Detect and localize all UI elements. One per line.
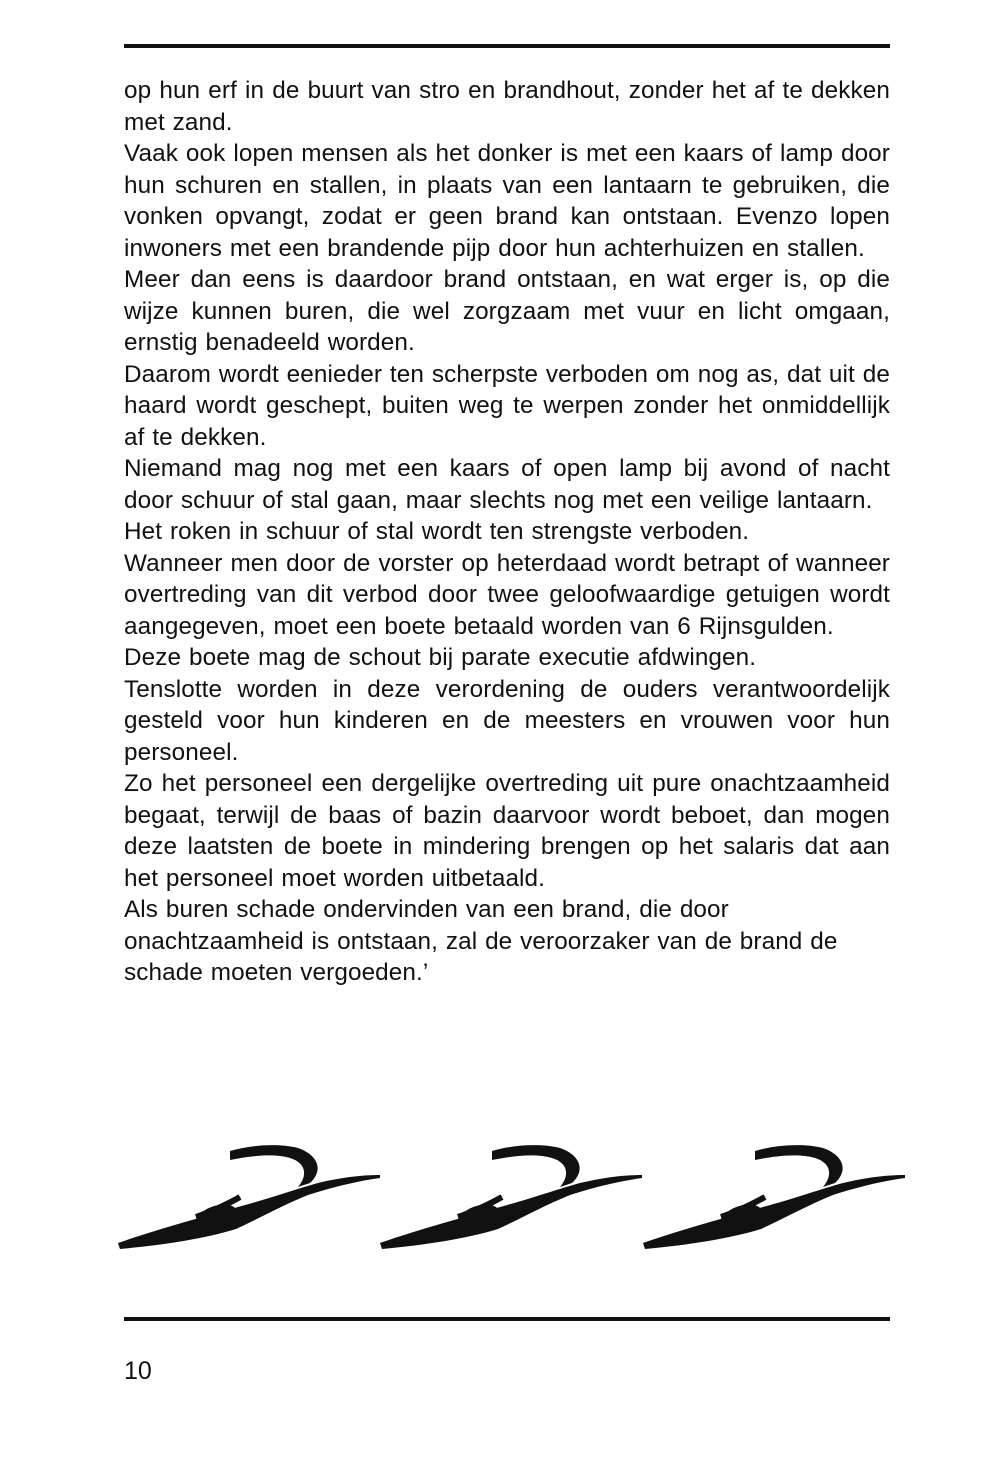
paragraph-9: Tenslotte worden in deze verordening de ouders verantwoordelijk gesteld voor hun kinderen en de meesters en vrouwen voor hun personeel.	[124, 675, 890, 766]
smoking-pipe-icon	[118, 1125, 388, 1265]
body-text	[124, 75, 890, 989]
paragraph-8: Deze boete mag de schout bij parate executie afdwingen.	[124, 644, 757, 671]
smoking-pipe-icon	[643, 1125, 913, 1265]
paragraph-6: Het roken in schuur of stal wordt ten strengste verboden.	[124, 518, 750, 545]
paragraph-4: Daarom wordt eenieder ten scherpste verboden om nog as, dat uit de haard wordt geschept, buiten weg te werpen zonder het onmiddellijk af te dekken.	[124, 360, 890, 451]
paragraph-2: Vaak ook lopen mensen als het donker is met een kaars of lamp door hun schuren en stallen, in plaats van een lantaarn te gebruiken, die vonken opvangt, zodat er geen brand kan ontstaan. Evenzo lopen inwoners met een brandende pijp door hun achterhuizen en stallen.	[124, 140, 890, 262]
paragraph-10: Zo het personeel een dergelijke overtreding uit pure onachtzaamheid begaat, terwijl de baas of bazin daarvoor wordt beboet, dan mogen deze laatsten de boete in mindering brengen op het salaris dat aan het personeel moet worden uitbetaald.	[124, 770, 890, 892]
paragraph-11: Als buren schade ondervinden van een brand, die door onachtzaamheid is ontstaan, zal de veroorzaker van de brand de schade moeten vergoeden.’	[124, 896, 838, 986]
paragraph-1: op hun erf in de buurt van stro en brandhout, zonder het af te dekken met zand.	[124, 77, 890, 136]
paragraph-7: Wanneer men door de vorster op heterdaad wordt betrapt of wanneer overtreding van dit verbod door twee geloofwaardige getuigen wordt aangegeven, moet een boete betaald worden van 6 Rijnsgulden.	[124, 549, 890, 640]
bottom-rule	[124, 1317, 890, 1321]
paragraph-3: Meer dan eens is daardoor brand ontstaan, en wat erger is, op die wijze kunnen buren, die wel zorgzaam met vuur en licht omgaan, ernstig benadeeld worden.	[124, 266, 890, 356]
top-rule	[124, 44, 890, 48]
page-number: 10	[124, 1357, 152, 1385]
paragraph-5: Niemand mag nog met een kaars of open lamp bij avond of nacht door schuur of stal gaan, maar slechts nog met een veilige lantaarn.	[124, 455, 890, 514]
smoking-pipe-icon	[380, 1125, 650, 1265]
